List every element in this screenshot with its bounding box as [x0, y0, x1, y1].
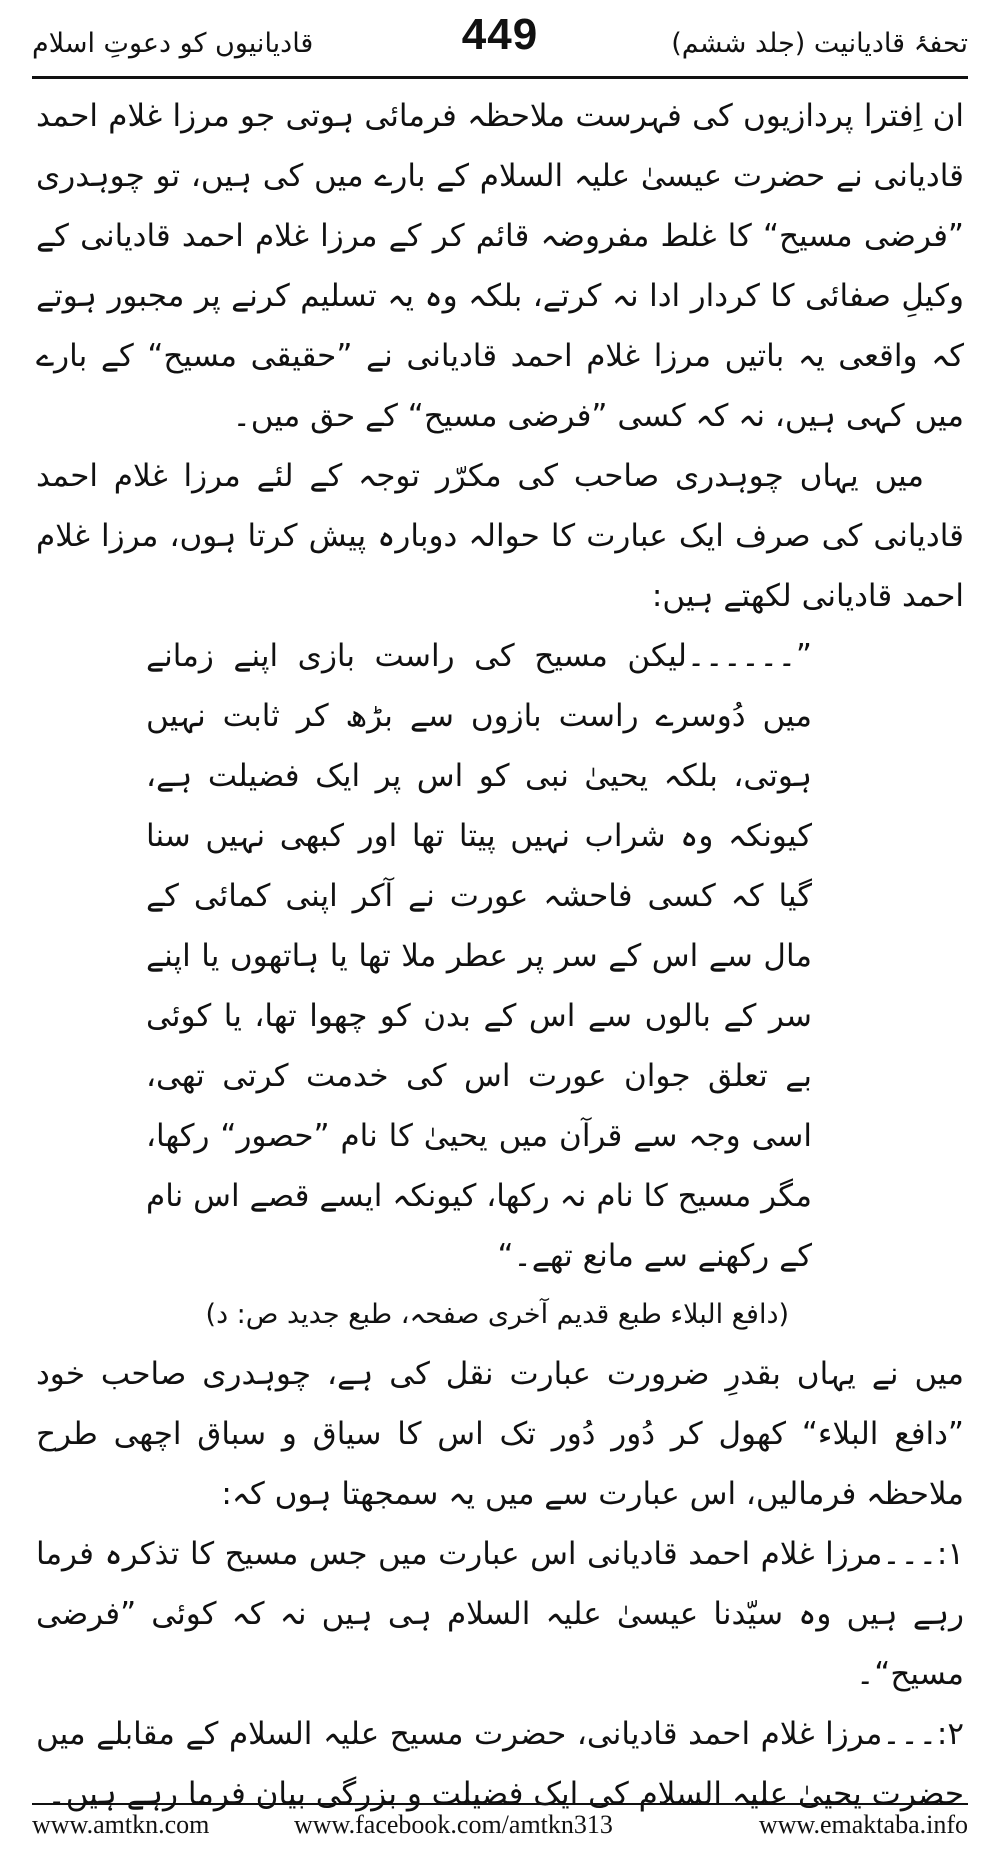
section-title: قادیانیوں کو دعوتِ اسلام [32, 28, 314, 59]
footer-link-facebook[interactable]: www.facebook.com/amtkn313 [294, 1810, 613, 1839]
footer-link-amtkn[interactable]: www.amtkn.com [32, 1810, 210, 1839]
citation: (دافع البلاء طبع قدیم آخری صفحہ، طبع جدید ص: د) [205, 1299, 789, 1330]
point-2: ۲:۔۔۔مرزا غلام احمد قادیانی، حضرت مسیح علیہ السلام کے مقابلے میں حضرت یحییٰ علیہ السلام کی ایک فضیلت و بزرگی بیان فرما رہے ہیں۔ [36, 1716, 964, 1812]
page-body [36, 86, 964, 1824]
footer-link-emaktaba[interactable]: www.emaktaba.info [758, 1810, 968, 1839]
point-1: ۱:۔۔۔مرزا غلام احمد قادیانی اس عبارت میں جس مسیح کا تذکرہ فرما رہے ہیں وہ سیّدنا عیسیٰ علیہ السلام ہی ہیں نہ کہ کوئی ”فرضی مسیح“۔ [36, 1536, 964, 1692]
book-title: تحفۂ قادیانیت (جلد ششم) [671, 28, 968, 59]
page-number: 449 [461, 10, 539, 59]
quotation-block: ”۔۔۔۔۔۔لیکن مسیح کی راست بازی اپنے زمانے میں دُوسرے راست بازوں سے بڑھ کر ثابت نہیں ہوتی، بلکہ یحییٰ نبی کو اس پر ایک فضیلت ہے، کیونکہ وہ شراب نہیں پیتا تھا اور کبھی نہیں سنا گیا کہ کسی فاحشہ عورت نے آکر اپنی کمائی کے مال سے اس کے سر پر عطر ملا تھا یا ہاتھوں یا اپنے سر کے بالوں سے اس کے بدن کو چھوا تھا، یا کوئی بے تعلق جوان عورت اس کی خدمت کرتی تھی، اسی وجہ سے قرآن میں یحییٰ کا نام ”حصور“ رکھا، مگر مسیح کا نام نہ رکھا، کیونکہ ایسے قصے اس نام کے رکھنے سے مانع تھے۔“ [146, 638, 812, 1274]
paragraph-1: ان اِفترا پردازیوں کی فہرست ملاحظہ فرمائی ہوتی جو مرزا غلام احمد قادیانی نے حضرت عیسیٰ علیہ السلام کے بارے میں کی ہیں، تو چوہدری ”فرضی مسیح“ کا غلط مفروضہ قائم کر کے مرزا غلام احمد قادیانی کے وکیلِ صفائی کا کردار ادا نہ کرتے، بلکہ وہ یہ تسلیم کرنے پر مجبور ہوتے کہ واقعی یہ باتیں مرزا غلام احمد قادیانی نے ”حقیقی مسیح“ کے بارے میں کہی ہیں، نہ کہ کسی ”فرضی مسیح“ کے حق میں۔ [36, 98, 964, 434]
footer-divider [32, 1803, 968, 1805]
page-header [32, 6, 968, 74]
paragraph-2: میں یہاں چوہدری صاحب کی مکرّر توجہ کے لئے مرزا غلام احمد قادیانی کی صرف ایک عبارت کا حوالہ دوبارہ پیش کرتا ہوں، مرزا غلام احمد قادیانی لکھتے ہیں: [36, 458, 964, 614]
page-footer [32, 1810, 968, 1842]
paragraph-3: میں نے یہاں بقدرِ ضرورت عبارت نقل کی ہے، چوہدری صاحب خود ”دافع البلاء“ کھول کر دُور دُور تک اس کا سیاق و سباق اچھی طرح ملاحظہ فرمالیں، اس عبارت سے میں یہ سمجھتا ہوں کہ: [36, 1356, 965, 1512]
header-divider [32, 76, 968, 79]
